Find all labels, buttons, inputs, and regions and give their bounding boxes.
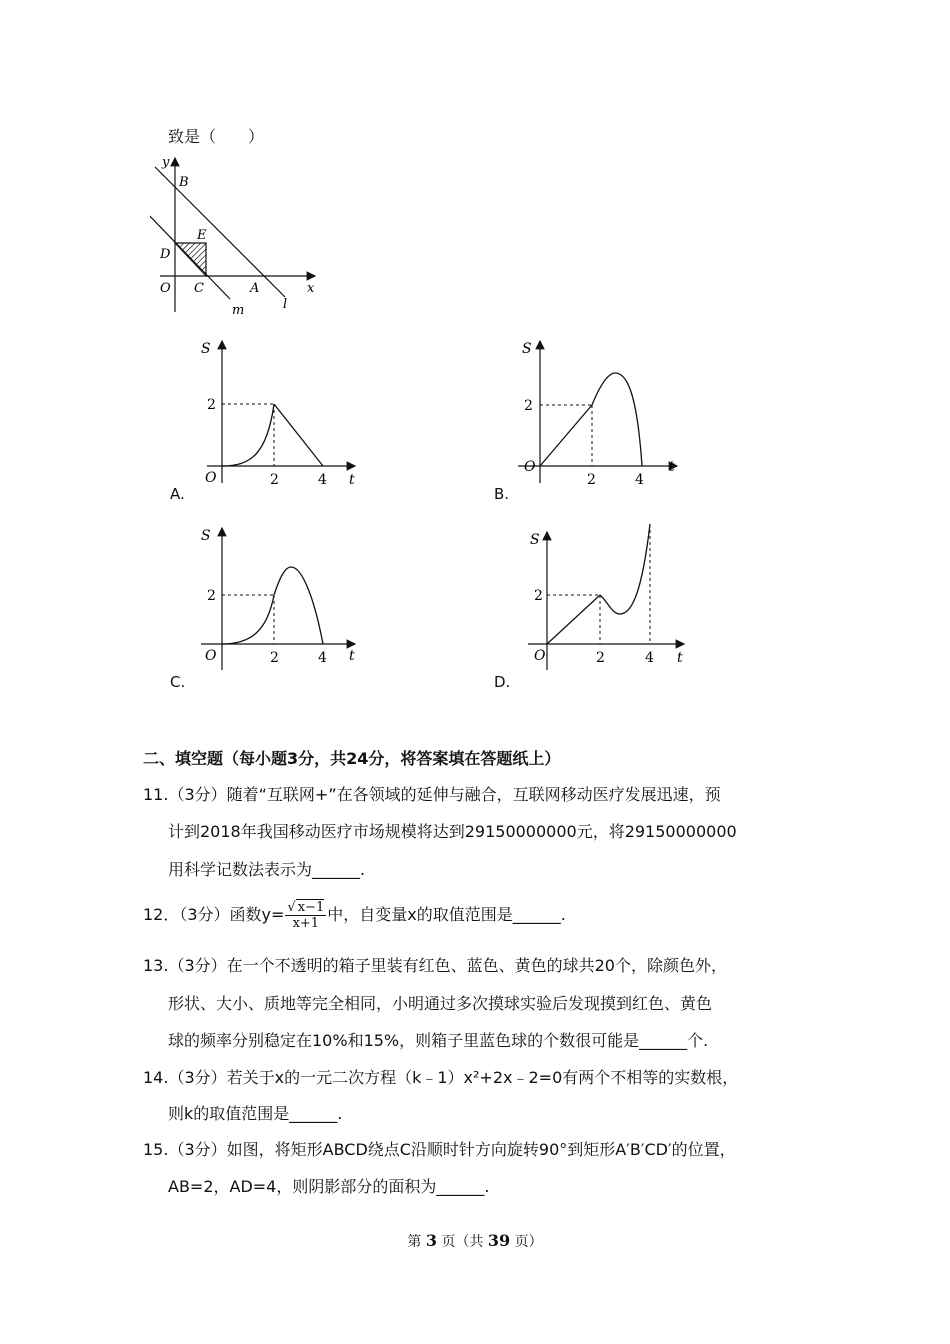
shaded-region: [175, 243, 206, 276]
curve-segment: [222, 404, 274, 466]
label-e: E: [197, 228, 207, 243]
tick-label-4-x: 4: [635, 472, 644, 485]
tick-label-2-y: 2: [207, 397, 216, 413]
tick-label-2-y: 2: [207, 588, 216, 604]
option-a-label: A.: [170, 485, 185, 503]
q11-line3: 用科学记数法表示为______.: [168, 860, 366, 879]
label-m: m: [232, 303, 245, 317]
q14-line2: 则k的取值范围是______.: [168, 1104, 343, 1123]
q15-line2: AB=2，AD=4，则阴影部分的面积为______.: [168, 1177, 490, 1196]
q12-numerator: x−1: [297, 900, 325, 915]
tick-label-4-x: 4: [318, 472, 327, 485]
q12-denominator: x+1: [292, 916, 320, 931]
axis-label-t: t: [349, 472, 355, 485]
curve-segment-1: [222, 595, 274, 644]
question-10-tail: 致是（ ）: [168, 127, 265, 146]
q12: [143, 897, 566, 933]
footer-page-number: 3: [425, 1231, 437, 1250]
option-a-graph: [195, 335, 365, 485]
option-b-graph: [512, 335, 687, 485]
q15-line1: 15.（3分）如图，将矩形ABCD绕点C沿顺时针方向旋转90°到矩形A′B′CD′的位置，: [143, 1140, 736, 1159]
q13-line1: 13.（3分）在一个不透明的箱子里装有红色、蓝色、黄色的球共20个，除颜色外，: [143, 956, 727, 975]
line-segment: [274, 404, 323, 466]
origin-label: O: [205, 648, 217, 664]
q12-fraction: $\frac{√ x-1}{x+1}$: [287, 900, 325, 931]
label-b: B: [179, 175, 189, 190]
axis-label-s: S: [530, 532, 540, 548]
label-y: y: [162, 155, 170, 170]
tick-label-4-x: 4: [318, 650, 327, 666]
origin-label: O: [534, 648, 546, 664]
label-a: A: [250, 281, 260, 296]
section-title: 二、填空题（每小题3分，共24分，将答案填在答题纸上）: [143, 749, 561, 768]
tick-label-2-x: 2: [270, 650, 279, 666]
origin-label: O: [205, 470, 217, 485]
axis-label-t: t: [677, 650, 683, 666]
q11-line2: 计到2018年我国移动医疗市场规模将达到29150000000元，将29150000000: [168, 822, 737, 841]
axis-label-t: t: [669, 459, 675, 475]
label-x: x: [307, 281, 315, 296]
page-footer: [0, 1231, 950, 1251]
q13-line3: 球的频率分别稳定在10%和15%，则箱子里蓝色球的个数很可能是______个.: [168, 1031, 709, 1050]
axis-label-s: S: [201, 341, 211, 357]
line-segment: [547, 595, 600, 644]
footer-prefix: 第: [407, 1234, 422, 1250]
label-o: O: [160, 281, 171, 296]
line-segment: [540, 405, 592, 466]
tick-label-2-x: 2: [596, 650, 605, 666]
curve-segment: [600, 524, 650, 614]
label-c: C: [194, 281, 204, 296]
footer-suffix: 页）: [514, 1234, 543, 1250]
question-10-figure: [150, 152, 330, 317]
option-d-graph: [512, 522, 692, 672]
tick-label-2-y: 2: [534, 588, 543, 604]
option-c-graph: [195, 522, 365, 672]
q12-suffix: 中，自变量x的取值范围是______.: [327, 905, 566, 924]
origin-label: O: [524, 459, 536, 475]
axis-label-t: t: [349, 648, 355, 664]
q12-prefix: 12．（3分）函数y=: [143, 905, 285, 924]
curve-segment-2: [274, 567, 323, 644]
label-d: D: [160, 247, 171, 262]
q14-line1: 14.（3分）若关于x的一元二次方程（k﹣1）x²+2x﹣2=0有两个不相等的实数根，: [143, 1068, 739, 1087]
option-b-label: B.: [494, 485, 510, 503]
footer-total-pages: 39: [487, 1231, 511, 1250]
tick-label-2-x: 2: [270, 472, 279, 485]
q11-line1: 11.（3分）随着“互联网+”在各领域的延伸与融合，互联网移动医疗发展迅速，预: [143, 785, 721, 804]
tick-label-4-x: 4: [645, 650, 654, 666]
option-c-label: C.: [170, 673, 186, 691]
footer-middle: 页（共: [441, 1234, 484, 1250]
label-l: l: [283, 297, 288, 312]
curve-segment: [592, 373, 642, 466]
tick-label-2-y: 2: [524, 398, 533, 414]
axis-label-s: S: [522, 341, 532, 357]
option-d-label: D.: [494, 673, 511, 691]
axis-label-s: S: [201, 528, 211, 544]
tick-label-2-x: 2: [587, 472, 596, 485]
q13-line2: 形状、大小、质地等完全相同，小明通过多次摸球实验后发现摸到红色、黄色: [168, 994, 713, 1013]
